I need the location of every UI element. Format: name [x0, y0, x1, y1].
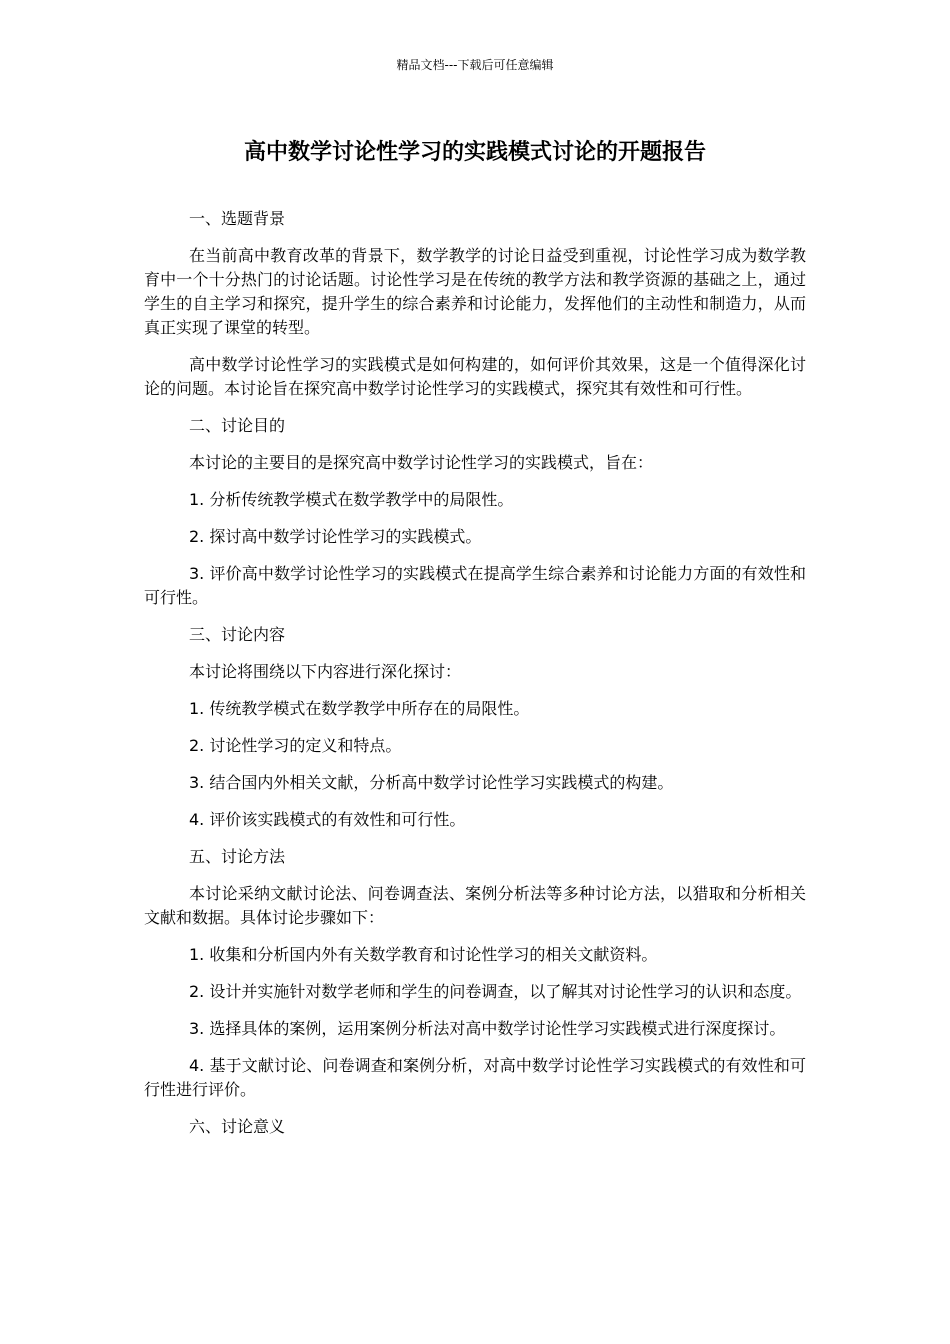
list-item: 3. 结合国内外相关文献，分析高中数学讨论性学习实践模式的构建。: [189, 773, 674, 792]
list-item: 2. 探讨高中数学讨论性学习的实践模式。: [189, 527, 482, 546]
list-item: 1. 分析传统教学模式在数学教学中的局限性。: [189, 490, 514, 509]
section-heading-content: 三、讨论内容: [189, 625, 286, 644]
list-item: 3. 评价高中数学讨论性学习的实践模式在提高学生综合素养和讨论能力方面的有效性和可行性。: [144, 564, 806, 607]
list-item: 1. 收集和分析国内外有关数学教育和讨论性学习的相关文献资料。: [189, 945, 658, 964]
list-item: 4. 评价该实践模式的有效性和可行性。: [189, 810, 466, 829]
paragraph: 高中数学讨论性学习的实践模式是如何构建的，如何评价其效果，这是一个值得深化讨论的问题。本讨论旨在探究高中数学讨论性学习的实践模式，探究其有效性和可行性。: [144, 355, 806, 398]
header-note: 精品文档---下载后可任意编辑: [396, 58, 554, 72]
paragraph: 本讨论的主要目的是探究高中数学讨论性学习的实践模式，旨在：: [189, 453, 654, 472]
document-title: 高中数学讨论性学习的实践模式讨论的开题报告: [243, 140, 706, 165]
document-body: [144, 207, 806, 1152]
list-item: 2. 设计并实施针对数学老师和学生的问卷调查，以了解其对讨论性学习的认识和态度。: [189, 982, 802, 1001]
section-heading-background: 一、选题背景: [189, 209, 286, 228]
section-heading-significance: 六、讨论意义: [189, 1117, 286, 1136]
section-heading-purpose: 二、讨论目的: [189, 416, 286, 435]
paragraph: 在当前高中教育改革的背景下，数学教学的讨论日益受到重视，讨论性学习成为数学教育中一个十分热门的讨论话题。讨论性学习是在传统的教学方法和教学资源的基础之上，通过学生的自主学习和探究，提升学生的综合素养和讨论能力，发挥他们的主动性和制造力，从而真正实现了课堂的转型。: [144, 246, 806, 337]
list-item: 4. 基于文献讨论、问卷调查和案例分析，对高中数学讨论性学习实践模式的有效性和可行性进行评价。: [144, 1056, 806, 1099]
paragraph: 本讨论采纳文献讨论法、问卷调查法、案例分析法等多种讨论方法，以猎取和分析相关文献和数据。具体讨论步骤如下：: [144, 884, 806, 927]
list-item: 2. 讨论性学习的定义和特点。: [189, 736, 402, 755]
paragraph: 本讨论将围绕以下内容进行深化探讨：: [189, 662, 462, 681]
list-item: 3. 选择具体的案例，运用案例分析法对高中数学讨论性学习实践模式进行深度探讨。: [189, 1019, 786, 1038]
section-heading-method: 五、讨论方法: [189, 847, 286, 866]
list-item: 1. 传统教学模式在数学教学中所存在的局限性。: [189, 699, 530, 718]
